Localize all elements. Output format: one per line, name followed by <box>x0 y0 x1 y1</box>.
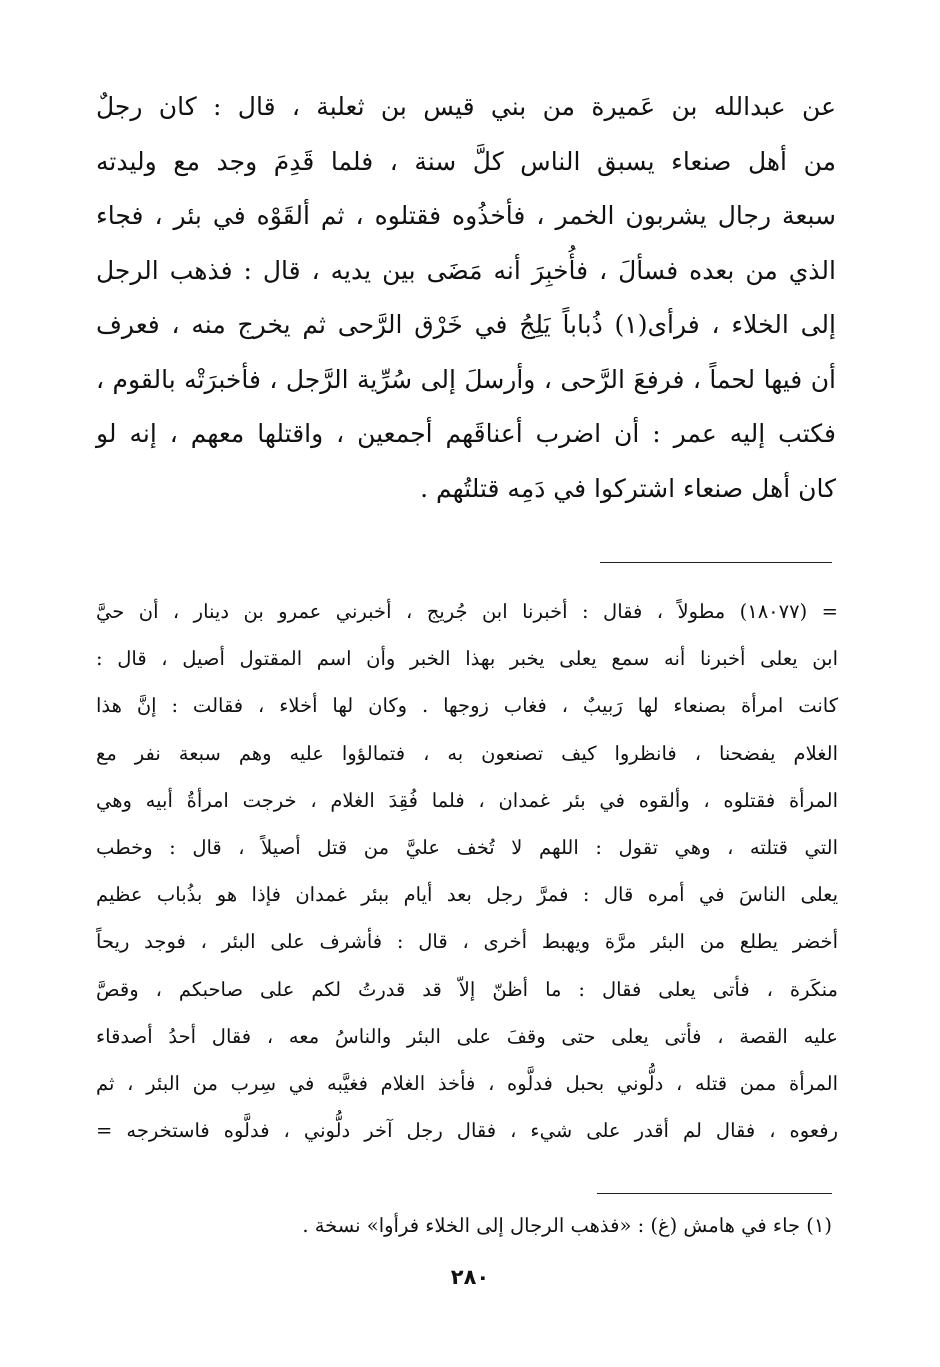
footnote-line: الغلام يفضحنا ، فانظروا كيف تصنعون به ، فتمالؤوا عليه وهم سبعة نفر مع <box>96 741 838 765</box>
main-text-line: كان أهل صنعاء اشتركوا في دَمِه قتلتُهم . <box>420 473 836 503</box>
continued-footnote-block <box>96 588 838 1154</box>
footnote-line: المرأة فقتلوه ، وألقوه في بئر غمدان ، فلما فُقِدَ الغلام ، خرجت امرأةُ أبيه وهي <box>96 788 838 812</box>
main-text-line: من أهل صنعاء يسبق الناس كلَّ سنة ، فلما قَدِمَ وجد مع وليدته <box>96 146 836 176</box>
main-text-divider <box>600 562 832 563</box>
footnote-line: عليه القصة ، فأتى يعلى حتى وقفَ على البئر والناسُ معه ، فقال أحدُ أصدقاء <box>96 1024 838 1048</box>
footnote-line: أخضر يطلع من البئر مرَّة ويهبط أخرى ، قال : فأشرف على البئر ، فوجد ريحاً <box>96 930 838 954</box>
footnote-line: ابن يعلى أخبرنا أنه سمع يعلى يخبر بهذا الخبر وأن اسم المقتول أصيل ، قال : <box>96 647 838 671</box>
footnote-line: منكَرة ، فأتى يعلى فقال : ما أظنّ إلاّ قد قدرتُ لكم على صاحبكم ، وقصَّ <box>96 977 838 1001</box>
footnote-line: يعلى الناسَ في أمره قال : فمرَّ رجل بعد أيام ببئر غمدان فإذا هو بذُباب عظيم <box>96 883 838 907</box>
footnote-line: المرأة ممن قتله ، دلُّوني بحبل فدلَّوه ، فأخذ الغلام فغيَّبه في سِرب من البئر ، ثم <box>96 1072 838 1096</box>
main-text-line: سبعة رجال يشربون الخمر ، فأخذُوه فقتلوه ، ثم ألقَوْه في بئر ، فجاء <box>96 201 836 230</box>
main-text-line: أن فيها لحماً ، فرفعَ الرَّحى ، وأرسلَ إلى سُرِّية الرَّجل ، فأخبرَتْه بالقوم ، <box>96 364 836 394</box>
main-text-block <box>96 80 836 516</box>
main-text-line: إلى الخلاء ، فرأى(١) ذُباباً يَلِجُ في خَرْق الرَّحى ثم يخرج منه ، فعرف <box>96 310 836 339</box>
main-text-line: عن عبدالله بن عَميرة من بني قيس بن ثعلبة ، قال : كان رجلٌ <box>96 92 836 121</box>
main-text-line: الذي من بعده فسألَ ، فأُخبِرَ أنه مَضَى بين يديه ، قال : فذهب الرجل <box>96 255 836 285</box>
footnote-line: كانت امرأة بصنعاء لها رَبيبٌ ، فغاب زوجها . وكان لها أخلاء ، فقالت : إنَّ هذا <box>96 694 838 718</box>
footnote-line: التي قتلته ، وهي تقول : اللهم لا تُخف عليَّ من قتل أصيلاً ، قال : وخطب <box>96 836 838 860</box>
footnote-line: = (١٨٠٧٧) مطولاً ، فقال : أخبرنا ابن جُريج ، أخبرني عمرو بن دينار ، أن حيَّ <box>96 600 838 623</box>
margin-note: (١) جاء في هامش (غ) : «فذهب الرجال إلى الخلاء فرأوا» نسخة . <box>302 1214 832 1237</box>
page-number: ٢٨٠ <box>450 1265 490 1289</box>
main-text-line: فكتب إليه عمر : أن اضرب أعناقَهم أجمعين ، واقتلها معهم ، إنه لو <box>96 419 836 448</box>
footnote-divider <box>597 1193 832 1194</box>
footnote-line: رفعوه ، فقال لم أقدر على شيء ، فقال رجل آخر دلُّوني ، فدلَّوه فاستخرجه = <box>96 1119 838 1143</box>
